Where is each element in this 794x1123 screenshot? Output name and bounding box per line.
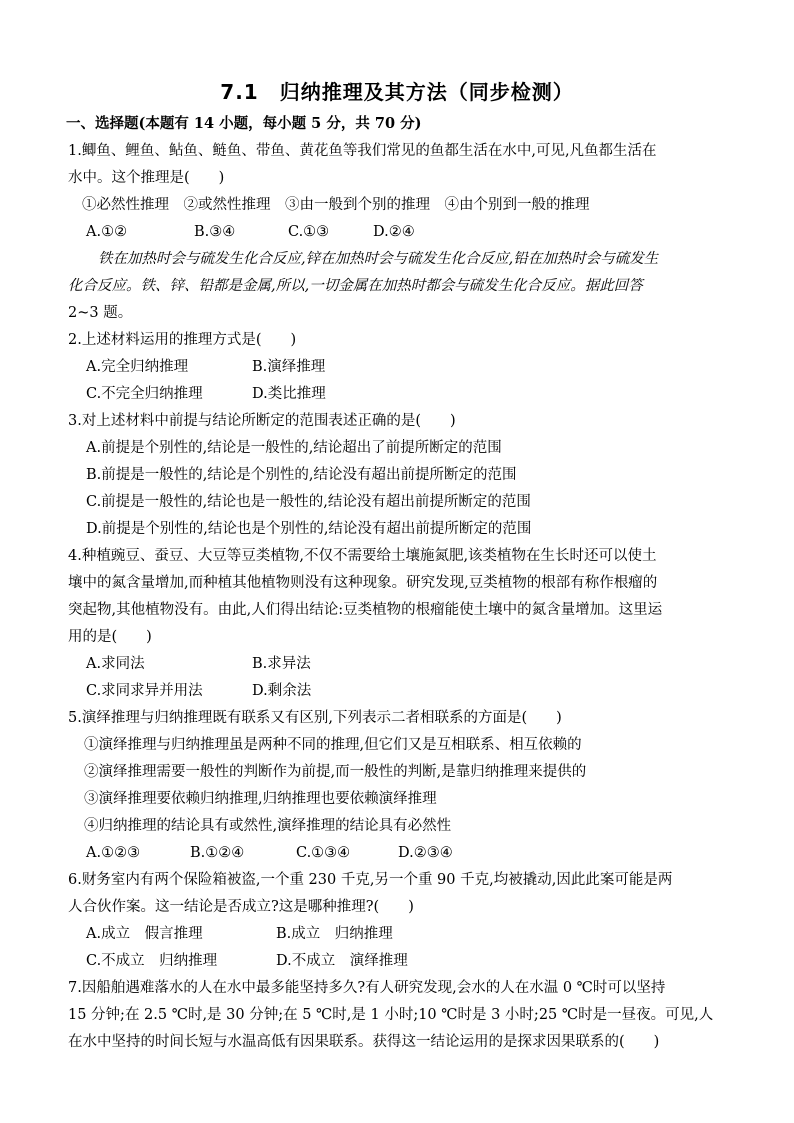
q1-items: ①必然性推理 ②或然性推理 ③由一般到个别的推理 ④由个别到一般的推理 [82,197,590,213]
material-line2: 化合反应。铁、锌、铅都是金属,所以,一切金属在加热时都会与硫发生化合反应。据此回答 [68,278,643,294]
q4-option-a: A.求同法 [86,656,145,672]
q2-option-d: D.类比推理 [252,386,326,402]
q1-option-d: D.②④ [373,224,415,240]
q5-option-d: D.②③④ [398,845,453,861]
q1-option-c: C.①③ [288,224,330,240]
q5-statement-4: ④归纳推理的结论具有或然性,演绎推理的结论具有必然性 [84,818,452,834]
q4-stem-line4: 用的是( ) [68,629,152,645]
q7-stem-line1: 7.因船舶遇难落水的人在水中最多能坚持多久?有人研究发现,会水的人在水温 0 ℃时可以坚持 [68,980,666,996]
q6-stem-line2: 人合伙作案。这一结论是否成立?这是哪种推理?( ) [68,899,414,915]
page-title: 7.1 归纳推理及其方法（同步检测） [220,80,574,104]
q6-stem-line1: 6.财务室内有两个保险箱被盗,一个重 230 千克,另一个重 90 千克,均被撬动,因此此案可能是两 [68,872,673,888]
q5-option-c: C.①③④ [296,845,351,861]
q3-stem: 3.对上述材料中前提与结论所断定的范围表述正确的是( ) [68,413,456,429]
q5-statement-1: ①演绎推理与归纳推理虽是两种不同的推理,但它们又是互相联系、相互依赖的 [84,737,582,753]
q5-statement-3: ③演绎推理要依赖归纳推理,归纳推理也要依赖演绎推理 [84,791,437,807]
q1-option-a: A.①② [86,224,128,240]
q6-option-c: C.不成立 归纳推理 [86,953,218,969]
q4-option-b: B.求异法 [252,656,311,672]
q2-option-c: C.不完全归纳推理 [86,386,203,402]
q3-option-b: B.前提是一般性的,结论是个别性的,结论没有超出前提所断定的范围 [86,467,517,483]
q7-stem-line2: 15 分钟;在 2.5 ℃时,是 30 分钟;在 5 ℃时,是 1 小时;10 ℃时是 3 小时;25 ℃时是一昼夜。可见,人 [68,1007,714,1023]
q6-option-a: A.成立 假言推理 [86,926,203,942]
q3-option-a: A.前提是个别性的,结论是一般性的,结论超出了前提所断定的范围 [86,440,502,456]
q2-option-a: A.完全归纳推理 [86,359,189,375]
q1-stem-line1: 1.鲫鱼、鲤鱼、鲇鱼、鲢鱼、带鱼、黄花鱼等我们常见的鱼都生活在水中,可见,凡鱼都生活在 [68,143,657,159]
q7-stem-line3: 在水中坚持的时间长短与水温高低有因果联系。获得这一结论运用的是探求因果联系的( ) [68,1034,660,1050]
q4-option-c: C.求同求异并用法 [86,683,203,699]
q2-stem: 2.上述材料运用的推理方式是( ) [68,332,297,348]
q4-stem-line3: 突起物,其他植物没有。由此,人们得出结论:豆类植物的根瘤能使土壤中的氮含量增加。这里运 [68,602,663,618]
q4-stem-line1: 4.种植豌豆、蚕豆、大豆等豆类植物,不仅不需要给土壤施氮肥,该类植物在生长时还可以使土 [68,548,657,564]
q1-option-b: B.③④ [194,224,236,240]
q6-option-b: B.成立 归纳推理 [276,926,393,942]
q5-option-a: A.①②③ [86,845,141,861]
material-line1: 铁在加热时会与硫发生化合反应,锌在加热时会与硫发生化合反应,铅在加热时会与硫发生 [98,251,659,267]
q5-option-b: B.①②④ [190,845,245,861]
section-heading: 一、选择题(本题有 14 小题，每小题 5 分，共 70 分) [66,115,422,132]
q4-stem-line2: 壤中的氮含量增加,而种植其他植物则没有这种现象。研究发现,豆类植物的根部有称作根瘤的 [68,575,658,591]
q6-option-d: D.不成立 演绎推理 [276,953,408,969]
q5-statement-2: ②演绎推理需要一般性的判断作为前提,而一般性的判断,是靠归纳推理来提供的 [84,764,587,780]
material-line3: 2~3 题。 [68,305,133,321]
q1-stem-line2: 水中。这个推理是( ) [68,170,225,186]
q3-option-c: C.前提是一般性的,结论也是一般性的,结论没有超出前提所断定的范围 [86,494,531,510]
q5-stem: 5.演绎推理与归纳推理既有联系又有区别,下列表示二者相联系的方面是( ) [68,710,562,726]
q2-option-b: B.演绎推理 [252,359,326,375]
q4-option-d: D.剩余法 [252,683,312,699]
q3-option-d: D.前提是个别性的,结论也是个别性的,结论没有超出前提所断定的范围 [86,521,532,537]
